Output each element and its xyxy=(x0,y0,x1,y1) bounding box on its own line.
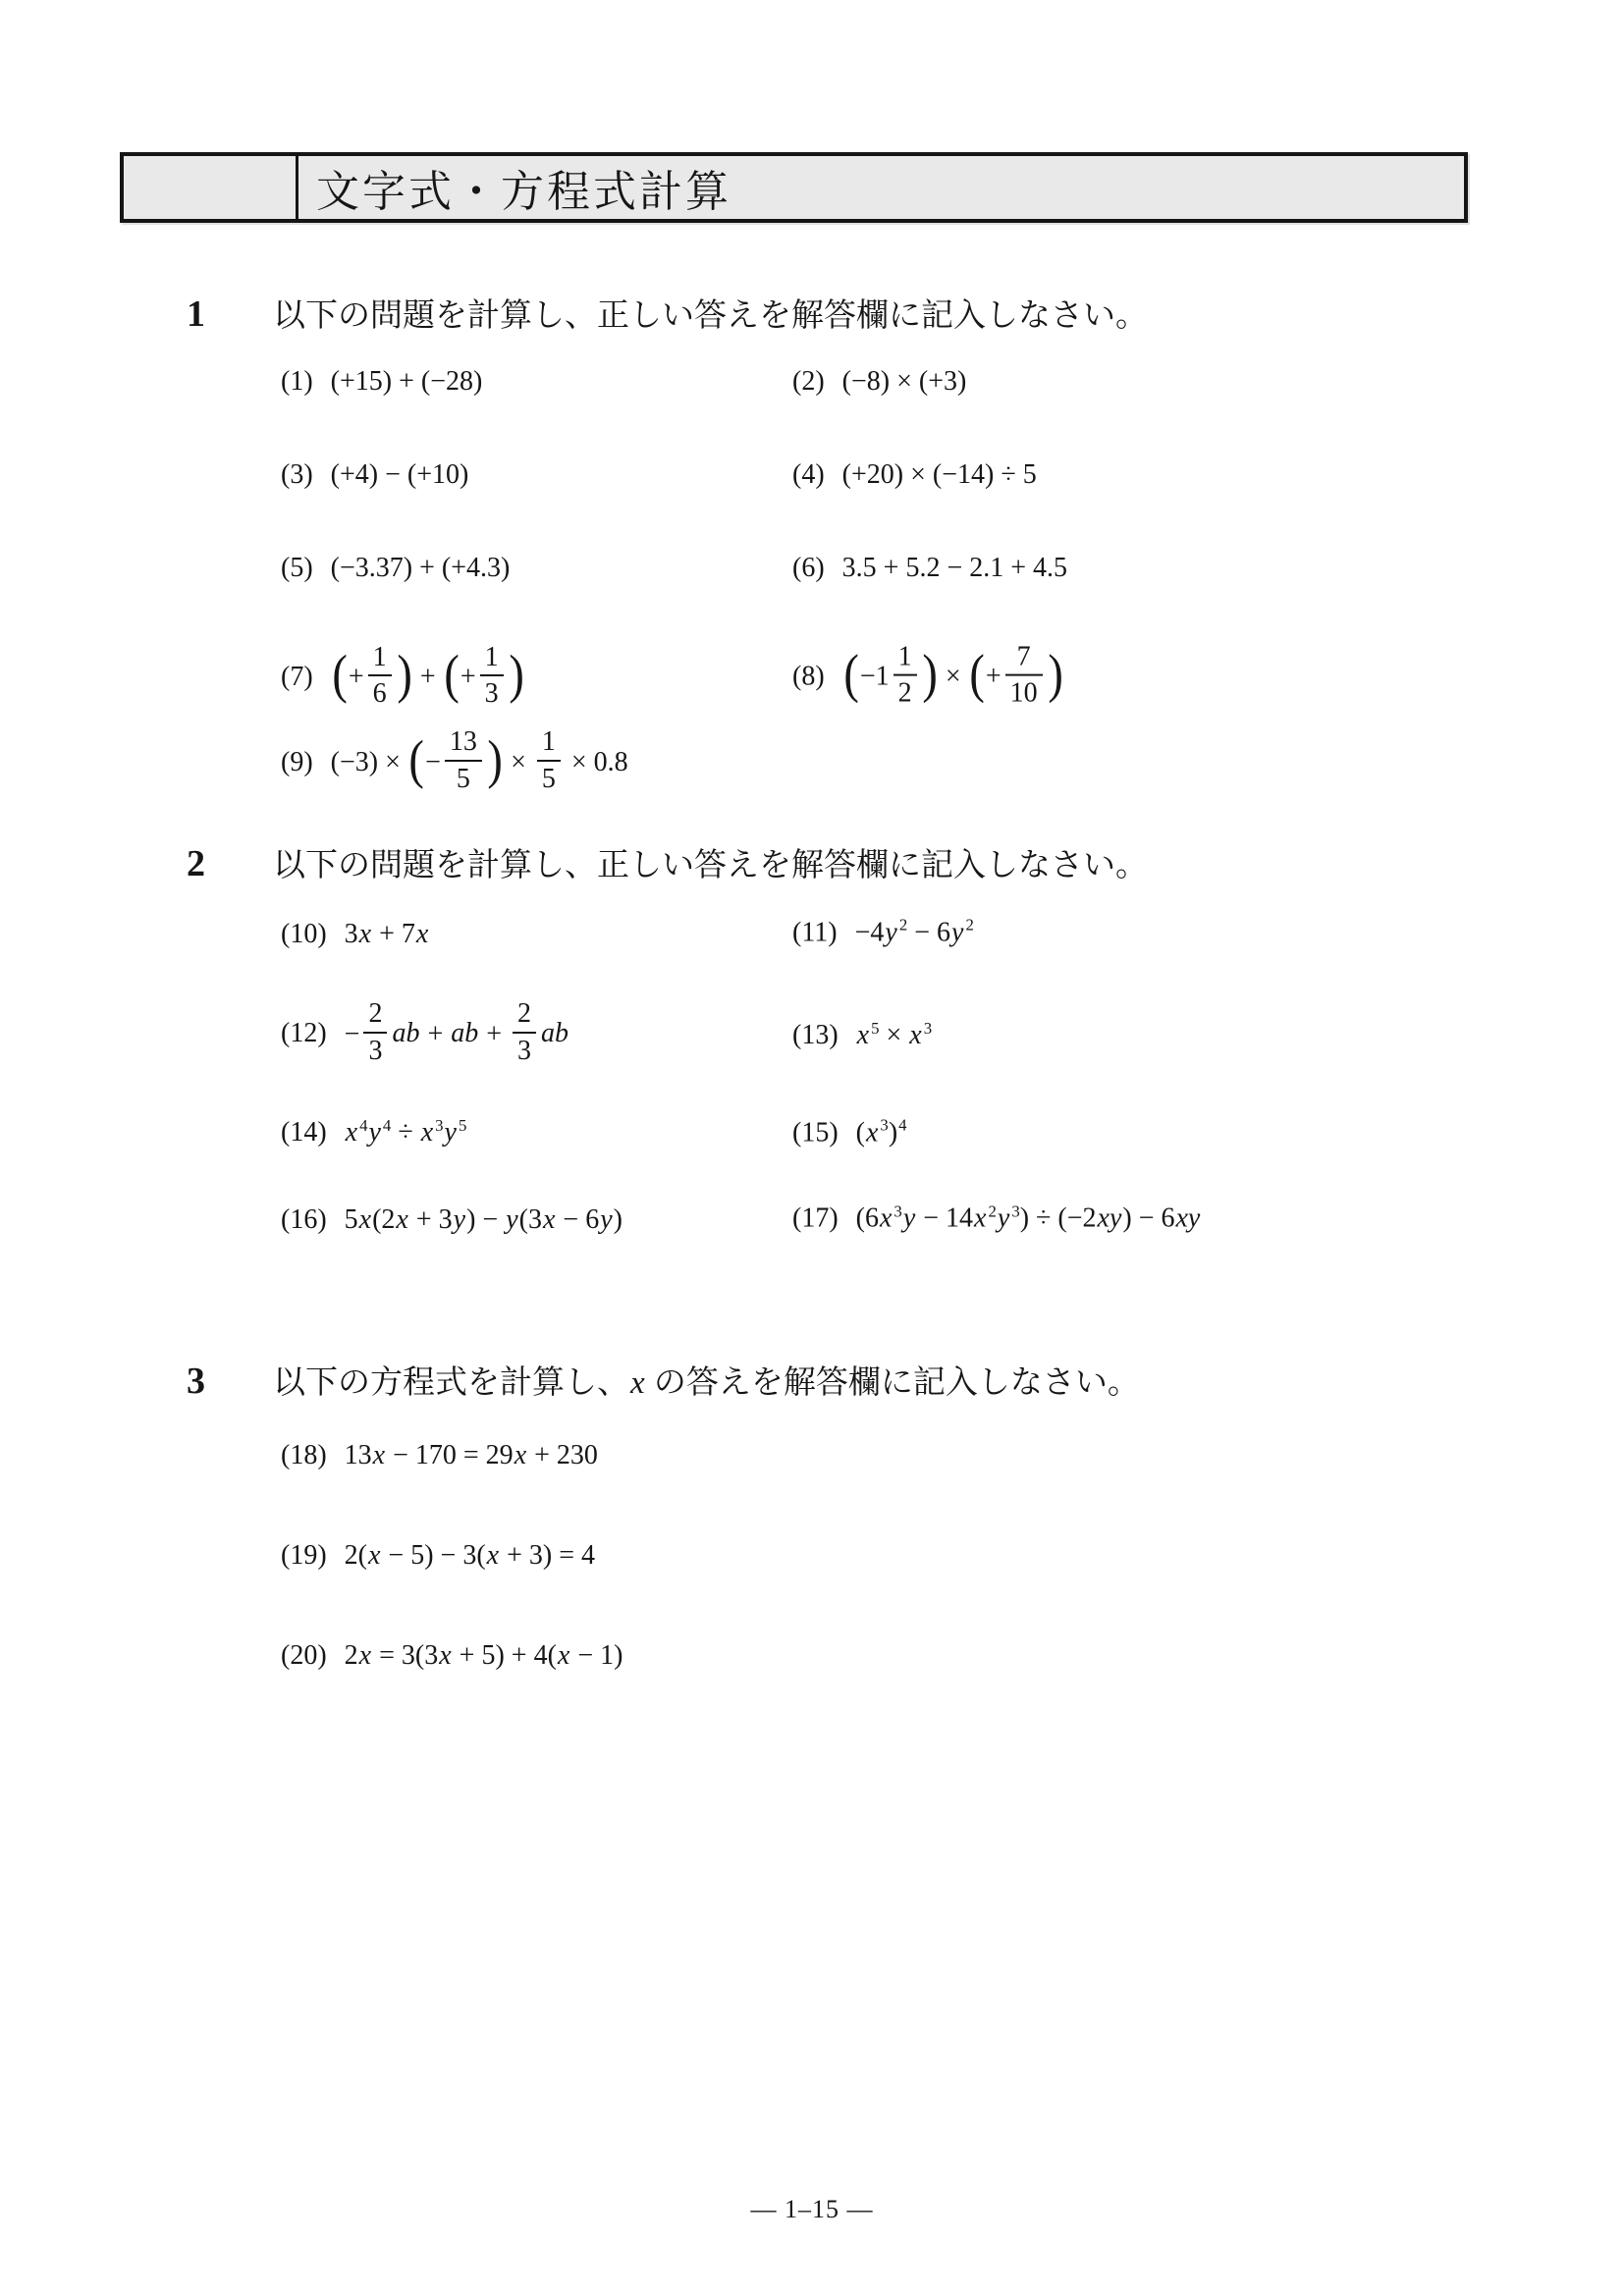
math-text: − 6 xyxy=(907,917,951,948)
problem-row xyxy=(281,641,1624,717)
math-text: (3 xyxy=(518,1204,542,1236)
math-variable: x xyxy=(396,1204,408,1236)
problem-expression xyxy=(330,726,628,798)
problem-row xyxy=(281,1435,1624,1476)
math-text: + xyxy=(985,661,1001,692)
problem-expression xyxy=(856,1199,1202,1243)
math-variable: x xyxy=(420,1117,434,1148)
problem-label: (10) xyxy=(281,918,327,949)
section-2 xyxy=(0,841,1624,1242)
fraction-numerator: 1 xyxy=(541,726,556,758)
math-variable: x xyxy=(879,1202,893,1234)
problem-expression xyxy=(331,454,469,496)
problem-label: (15) xyxy=(792,1117,839,1148)
problem-5 xyxy=(281,548,510,589)
math-text: + xyxy=(348,661,364,692)
math-text: − xyxy=(425,746,441,777)
problem-label: (19) xyxy=(281,1540,327,1572)
problem-7 xyxy=(281,641,525,713)
problem-label: (11) xyxy=(792,917,838,948)
math-text: ( xyxy=(855,1117,865,1148)
big-paren-icon: ( xyxy=(332,643,348,704)
math-text: −1 xyxy=(859,661,890,692)
math-text: − 6 xyxy=(556,1204,600,1236)
problem-expression xyxy=(842,361,967,402)
math-text: (2 xyxy=(372,1204,396,1236)
problem-13 xyxy=(792,1020,932,1051)
section-header xyxy=(0,292,1624,339)
problem-label: (9) xyxy=(281,746,313,777)
math-text: ) ÷ (−2 xyxy=(1019,1202,1097,1234)
problem-row xyxy=(281,1200,1624,1241)
math-variable: y xyxy=(951,917,964,948)
problem-label: (2) xyxy=(792,366,825,397)
problem-16 xyxy=(281,1200,623,1241)
math-variable: x xyxy=(974,1202,987,1234)
math-text: + xyxy=(420,1018,451,1049)
problem-expression xyxy=(842,548,1067,589)
fraction-denominator: 5 xyxy=(445,760,482,794)
problem-10 xyxy=(281,914,429,955)
section-1 xyxy=(0,292,1624,802)
math-text: (+15) + (−28) xyxy=(330,366,483,397)
title-box-left-cell xyxy=(124,156,298,219)
big-paren-icon: ( xyxy=(968,643,985,704)
problem-expression xyxy=(345,1112,467,1156)
math-text: (−3.37) + (+4.3) xyxy=(330,553,511,583)
math-variable: y xyxy=(902,1202,916,1234)
big-paren-icon: ) xyxy=(397,643,412,704)
math-superscript: 3 xyxy=(435,1115,444,1135)
math-text: − xyxy=(344,1018,360,1049)
math-variable: x xyxy=(856,1019,870,1050)
problem-label: (18) xyxy=(281,1440,327,1471)
section-3 xyxy=(0,1359,1624,1677)
math-variable: x xyxy=(439,1640,452,1672)
fraction-numerator: 13 xyxy=(449,726,477,758)
math-fraction xyxy=(445,726,482,794)
math-text: + 3) = 4 xyxy=(500,1540,595,1572)
problem-row xyxy=(281,726,1624,802)
math-variable: y xyxy=(453,1204,466,1236)
fraction-numerator: 1 xyxy=(372,641,387,672)
problem-expression xyxy=(842,454,1037,496)
fraction-denominator: 3 xyxy=(480,674,504,709)
math-text: 以下の問題を計算し、正しい答えを解答欄に記入しなさい。 xyxy=(273,847,1148,883)
problem-label: (13) xyxy=(792,1019,839,1050)
math-text: + 7 xyxy=(372,918,415,949)
math-text: 3.5 + 5.2 − 2.1 + 4.5 xyxy=(841,553,1068,583)
math-fraction xyxy=(480,642,504,710)
math-text: × xyxy=(938,661,968,692)
fraction-numerator: 1 xyxy=(484,641,499,672)
math-text: ) − 6 xyxy=(1122,1202,1175,1234)
fraction-denominator: 6 xyxy=(368,674,392,709)
problem-label: (8) xyxy=(792,661,825,692)
math-text: + xyxy=(460,661,476,692)
math-variable: x xyxy=(358,1204,372,1236)
section-header xyxy=(0,841,1624,888)
problem-15 xyxy=(792,1112,907,1156)
problem-expression xyxy=(344,998,569,1070)
fraction-numerator: 2 xyxy=(517,998,532,1030)
math-text: ÷ xyxy=(391,1117,420,1148)
section-header xyxy=(0,1359,1624,1406)
big-paren-icon: ( xyxy=(843,643,859,704)
math-superscript: 5 xyxy=(871,1018,880,1038)
math-variable: x xyxy=(358,1640,372,1672)
section-number: 2 xyxy=(187,842,205,884)
problem-expression xyxy=(345,1535,595,1576)
math-superscript: 4 xyxy=(359,1115,368,1135)
problem-8 xyxy=(792,641,1064,713)
math-superscript: 4 xyxy=(382,1115,392,1135)
math-text: (+20) × (−14) ÷ 5 xyxy=(841,459,1037,490)
problem-label: (3) xyxy=(281,459,313,490)
problem-6 xyxy=(792,548,1067,589)
fraction-denominator: 2 xyxy=(893,674,917,709)
problem-row xyxy=(281,548,1624,589)
problem-expression xyxy=(331,548,511,589)
math-fraction xyxy=(537,726,561,794)
problem-label: (16) xyxy=(281,1204,327,1236)
math-variable: x xyxy=(358,918,372,949)
math-fraction xyxy=(368,642,392,710)
problem-label: (17) xyxy=(792,1202,839,1234)
page-title: 文字式・方程式計算 xyxy=(316,168,731,216)
math-text: + 230 xyxy=(527,1440,598,1471)
problem-expression xyxy=(331,361,483,402)
math-variable: xy xyxy=(1175,1202,1201,1234)
fraction-denominator: 10 xyxy=(1005,674,1043,709)
problem-row xyxy=(281,454,1624,496)
problem-label: (14) xyxy=(281,1117,327,1148)
big-paren-icon: ( xyxy=(408,728,424,789)
section-instruction xyxy=(273,1365,1140,1401)
fraction-denominator: 3 xyxy=(513,1032,536,1066)
math-variable: x xyxy=(372,1440,386,1471)
math-variable: y xyxy=(506,1204,518,1236)
problem-12 xyxy=(281,998,569,1070)
math-superscript: 2 xyxy=(988,1201,997,1221)
section-number: 3 xyxy=(187,1361,205,1403)
math-text: 以下の方程式を計算し、 xyxy=(273,1365,629,1402)
problem-expression xyxy=(855,912,974,956)
math-text: + xyxy=(412,661,443,692)
math-variable: ab xyxy=(541,1018,569,1049)
problem-row xyxy=(281,1535,1624,1576)
math-text: 3 xyxy=(344,918,358,949)
math-superscript: 3 xyxy=(893,1201,902,1221)
problem-expression xyxy=(345,1435,598,1476)
math-text: × xyxy=(879,1019,909,1050)
math-text: の答えを解答欄に記入しなさい。 xyxy=(645,1365,1140,1402)
problem-label: (1) xyxy=(281,366,313,397)
math-text: ) − xyxy=(466,1204,506,1236)
math-variable: x xyxy=(415,918,429,949)
math-variable: x xyxy=(542,1204,556,1236)
math-text: (6 xyxy=(855,1202,879,1234)
math-text: 13 xyxy=(344,1440,372,1471)
math-text: × 0.8 xyxy=(564,746,628,777)
problem-row xyxy=(281,361,1624,402)
problem-row xyxy=(281,1112,1624,1156)
math-text: (+4) − (+10) xyxy=(330,459,469,490)
math-superscript: 5 xyxy=(458,1115,467,1135)
problem-row xyxy=(281,998,1624,1074)
problem-label: (6) xyxy=(792,553,825,583)
problem-11 xyxy=(792,912,974,956)
math-text: + 5) + 4( xyxy=(452,1640,557,1672)
math-fraction xyxy=(513,998,536,1066)
problem-expression xyxy=(345,1635,623,1677)
problem-1 xyxy=(281,361,482,402)
problem-17 xyxy=(792,1199,1201,1243)
math-text: − 14 xyxy=(916,1202,974,1234)
math-text: + xyxy=(479,1018,510,1049)
math-variable: x xyxy=(367,1540,381,1572)
fraction-denominator: 5 xyxy=(537,760,561,794)
problem-3 xyxy=(281,454,468,496)
math-text: 2( xyxy=(344,1540,367,1572)
math-text: + 3 xyxy=(408,1204,453,1236)
math-fraction xyxy=(363,998,387,1066)
math-superscript: 3 xyxy=(880,1115,889,1135)
problem-14 xyxy=(281,1112,466,1156)
math-text: 以下の問題を計算し、正しい答えを解答欄に記入しなさい。 xyxy=(273,298,1148,334)
math-text: = 3(3 xyxy=(372,1640,439,1672)
problem-label: (7) xyxy=(281,661,313,692)
math-superscript: 2 xyxy=(965,915,974,934)
problem-expression xyxy=(345,1200,623,1241)
math-text: 2 xyxy=(344,1640,358,1672)
problem-row xyxy=(281,1635,1624,1677)
section-instruction xyxy=(273,848,1148,883)
math-text: ) xyxy=(888,1117,898,1148)
math-variable: x xyxy=(345,1117,358,1148)
fraction-numerator: 1 xyxy=(897,641,912,672)
problem-4 xyxy=(792,454,1037,496)
math-variable: x xyxy=(557,1640,570,1672)
math-text: −4 xyxy=(854,917,885,948)
problem-expression xyxy=(345,914,430,955)
math-variable: x xyxy=(514,1440,527,1471)
title-box xyxy=(120,152,1468,223)
problem-label: (5) xyxy=(281,553,313,583)
problem-label: (12) xyxy=(281,1018,327,1049)
big-paren-icon: ( xyxy=(443,643,460,704)
math-variable: y xyxy=(368,1117,381,1148)
math-fraction xyxy=(1005,642,1043,710)
math-text: ) xyxy=(613,1204,623,1236)
problem-row xyxy=(281,914,1624,955)
section-instruction xyxy=(273,298,1148,334)
math-variable: x xyxy=(909,1019,922,1050)
page-number: — 1–15 — xyxy=(750,2195,874,2223)
big-paren-icon: ) xyxy=(487,728,503,789)
fraction-denominator: 3 xyxy=(363,1032,387,1066)
math-text: − 1) xyxy=(570,1640,623,1672)
fraction-numerator: 2 xyxy=(368,998,383,1030)
math-variable: x xyxy=(630,1365,645,1402)
problem-18 xyxy=(281,1435,598,1476)
problem-2 xyxy=(792,361,966,402)
math-variable: y xyxy=(885,917,897,948)
big-paren-icon: ) xyxy=(922,643,938,704)
problem-9 xyxy=(281,726,628,798)
math-superscript: 2 xyxy=(898,915,908,934)
problem-label: (20) xyxy=(281,1640,327,1672)
math-text: − 5) − 3( xyxy=(381,1540,486,1572)
math-variable: x xyxy=(486,1540,500,1572)
fraction-numerator: 7 xyxy=(1016,641,1031,672)
big-paren-icon: ) xyxy=(508,643,524,704)
math-variable: x xyxy=(865,1117,879,1148)
math-text: 5 xyxy=(344,1204,358,1236)
sections-container xyxy=(0,223,1624,1735)
math-variable: ab xyxy=(451,1018,479,1049)
math-superscript: 3 xyxy=(1011,1201,1020,1221)
problem-label: (4) xyxy=(792,459,825,490)
section-number: 1 xyxy=(187,294,205,335)
big-paren-icon: ) xyxy=(1047,643,1063,704)
math-variable: y xyxy=(444,1117,457,1148)
math-variable: y xyxy=(600,1204,613,1236)
problem-19 xyxy=(281,1535,595,1576)
math-fraction xyxy=(893,642,917,710)
math-superscript: 3 xyxy=(923,1018,933,1038)
math-text: − 170 = 29 xyxy=(386,1440,514,1471)
math-variable: xy xyxy=(1097,1202,1122,1234)
math-text: × xyxy=(504,746,533,777)
math-variable: y xyxy=(997,1202,1010,1234)
math-text: (−8) × (+3) xyxy=(841,366,967,397)
math-text: (−3) × xyxy=(330,746,407,777)
problem-expression xyxy=(842,641,1064,713)
math-superscript: 4 xyxy=(898,1115,907,1135)
problem-expression xyxy=(856,1112,907,1156)
problem-expression xyxy=(856,1020,932,1051)
problem-expression xyxy=(331,641,525,713)
math-variable: ab xyxy=(392,1018,420,1049)
problem-20 xyxy=(281,1635,623,1677)
